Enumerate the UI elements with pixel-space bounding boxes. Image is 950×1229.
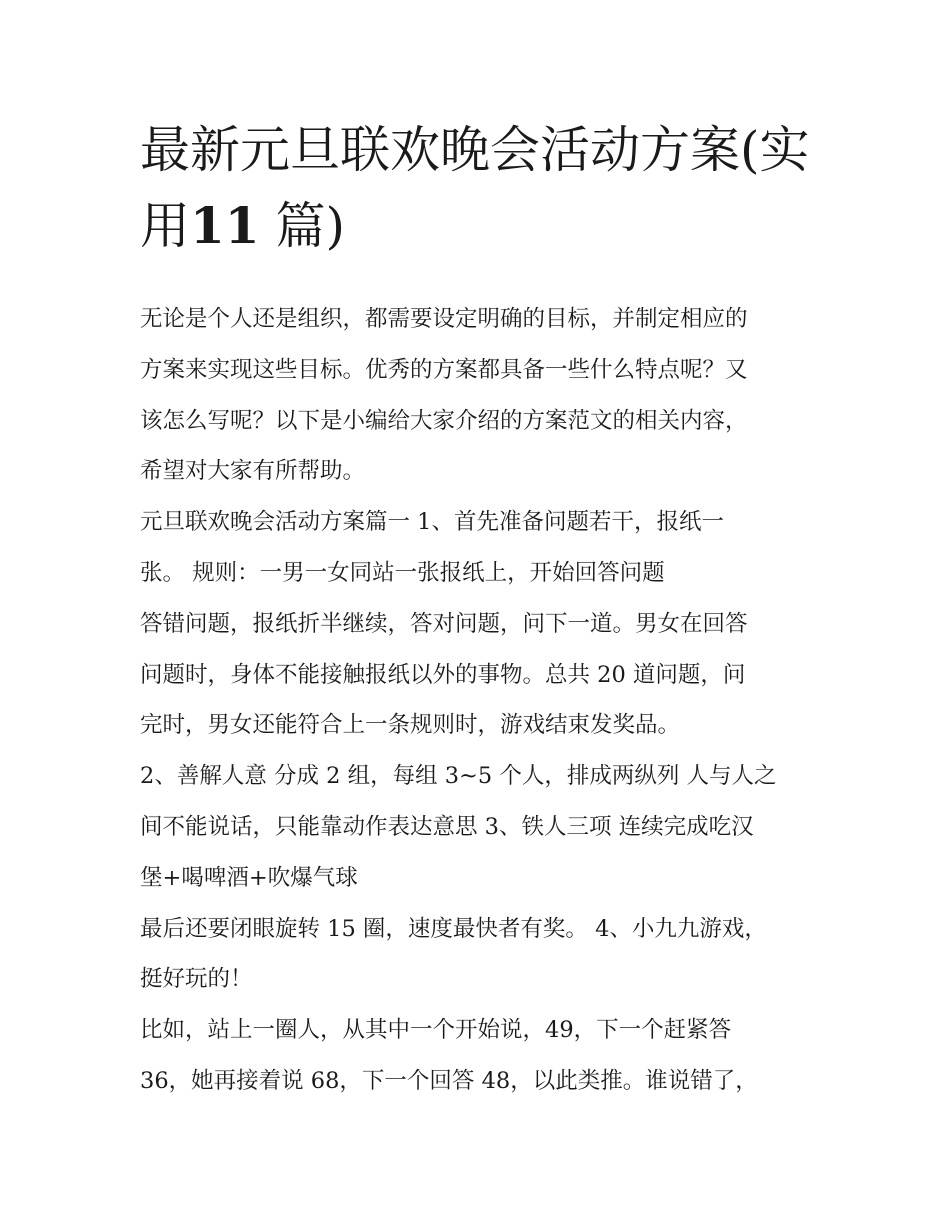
title-prefix: 用 (140, 197, 190, 255)
body-line: 无论是个人还是组织，都需要设定明确的目标，并制定相应的 (140, 306, 748, 332)
body-text (140, 294, 820, 1107)
document-page (140, 112, 820, 1107)
body-line: 2、善解人意 分成 2 组，每组 3~5 个人，排成两纵列 人与人之 (140, 763, 777, 790)
body-line: 最后还要闭眼旋转 15 圈，速度最快者有奖。 4、小九九游戏， (140, 915, 767, 942)
body-line: 该怎么写呢？以下是小编给大家介绍的方案范文的相关内容， (140, 407, 748, 434)
body-line: 元旦联欢晚会活动方案篇一 1、首先准备问题若干，报纸一 (140, 509, 724, 536)
title-line-1: 最新元旦联欢晚会活动方案(实 (140, 121, 810, 179)
body-line: 比如，站上一圈人，从其中一个开始说，49，下一个赶紧答 (140, 1017, 732, 1044)
title-number: 11 (190, 196, 260, 255)
title-line-2 (140, 188, 820, 264)
body-line: 挺好玩的！ (140, 966, 253, 993)
body-line: 间不能说话，只能靠动作表达意思 3、铁人三项 连续完成吃汉 (140, 813, 754, 840)
body-line: 方案来实现这些目标。优秀的方案都具备一些什么特点呢？又 (140, 356, 748, 383)
document-title (140, 112, 820, 264)
body-line: 希望对大家有所帮助。 (140, 458, 366, 485)
body-line: 问题时，身体不能接触报纸以外的事物。总共 20 道问题，问 (140, 661, 746, 688)
body-line: 完时，男女还能符合上一条规则时，游戏结束发奖品。 (140, 712, 681, 739)
body-line: 36，她再接着说 68，下一个回答 48，以此类推。谁说错了， (140, 1067, 758, 1094)
title-suffix: 篇) (259, 197, 345, 255)
body-line: 张。 规则：一男一女同站一张报纸上，开始回答问题 (140, 559, 665, 586)
body-line: 堡+喝啤酒+吹爆气球 (140, 864, 358, 891)
body-line: 答错问题，报纸折半继续，答对问题，问下一道。男女在回答 (140, 610, 748, 637)
